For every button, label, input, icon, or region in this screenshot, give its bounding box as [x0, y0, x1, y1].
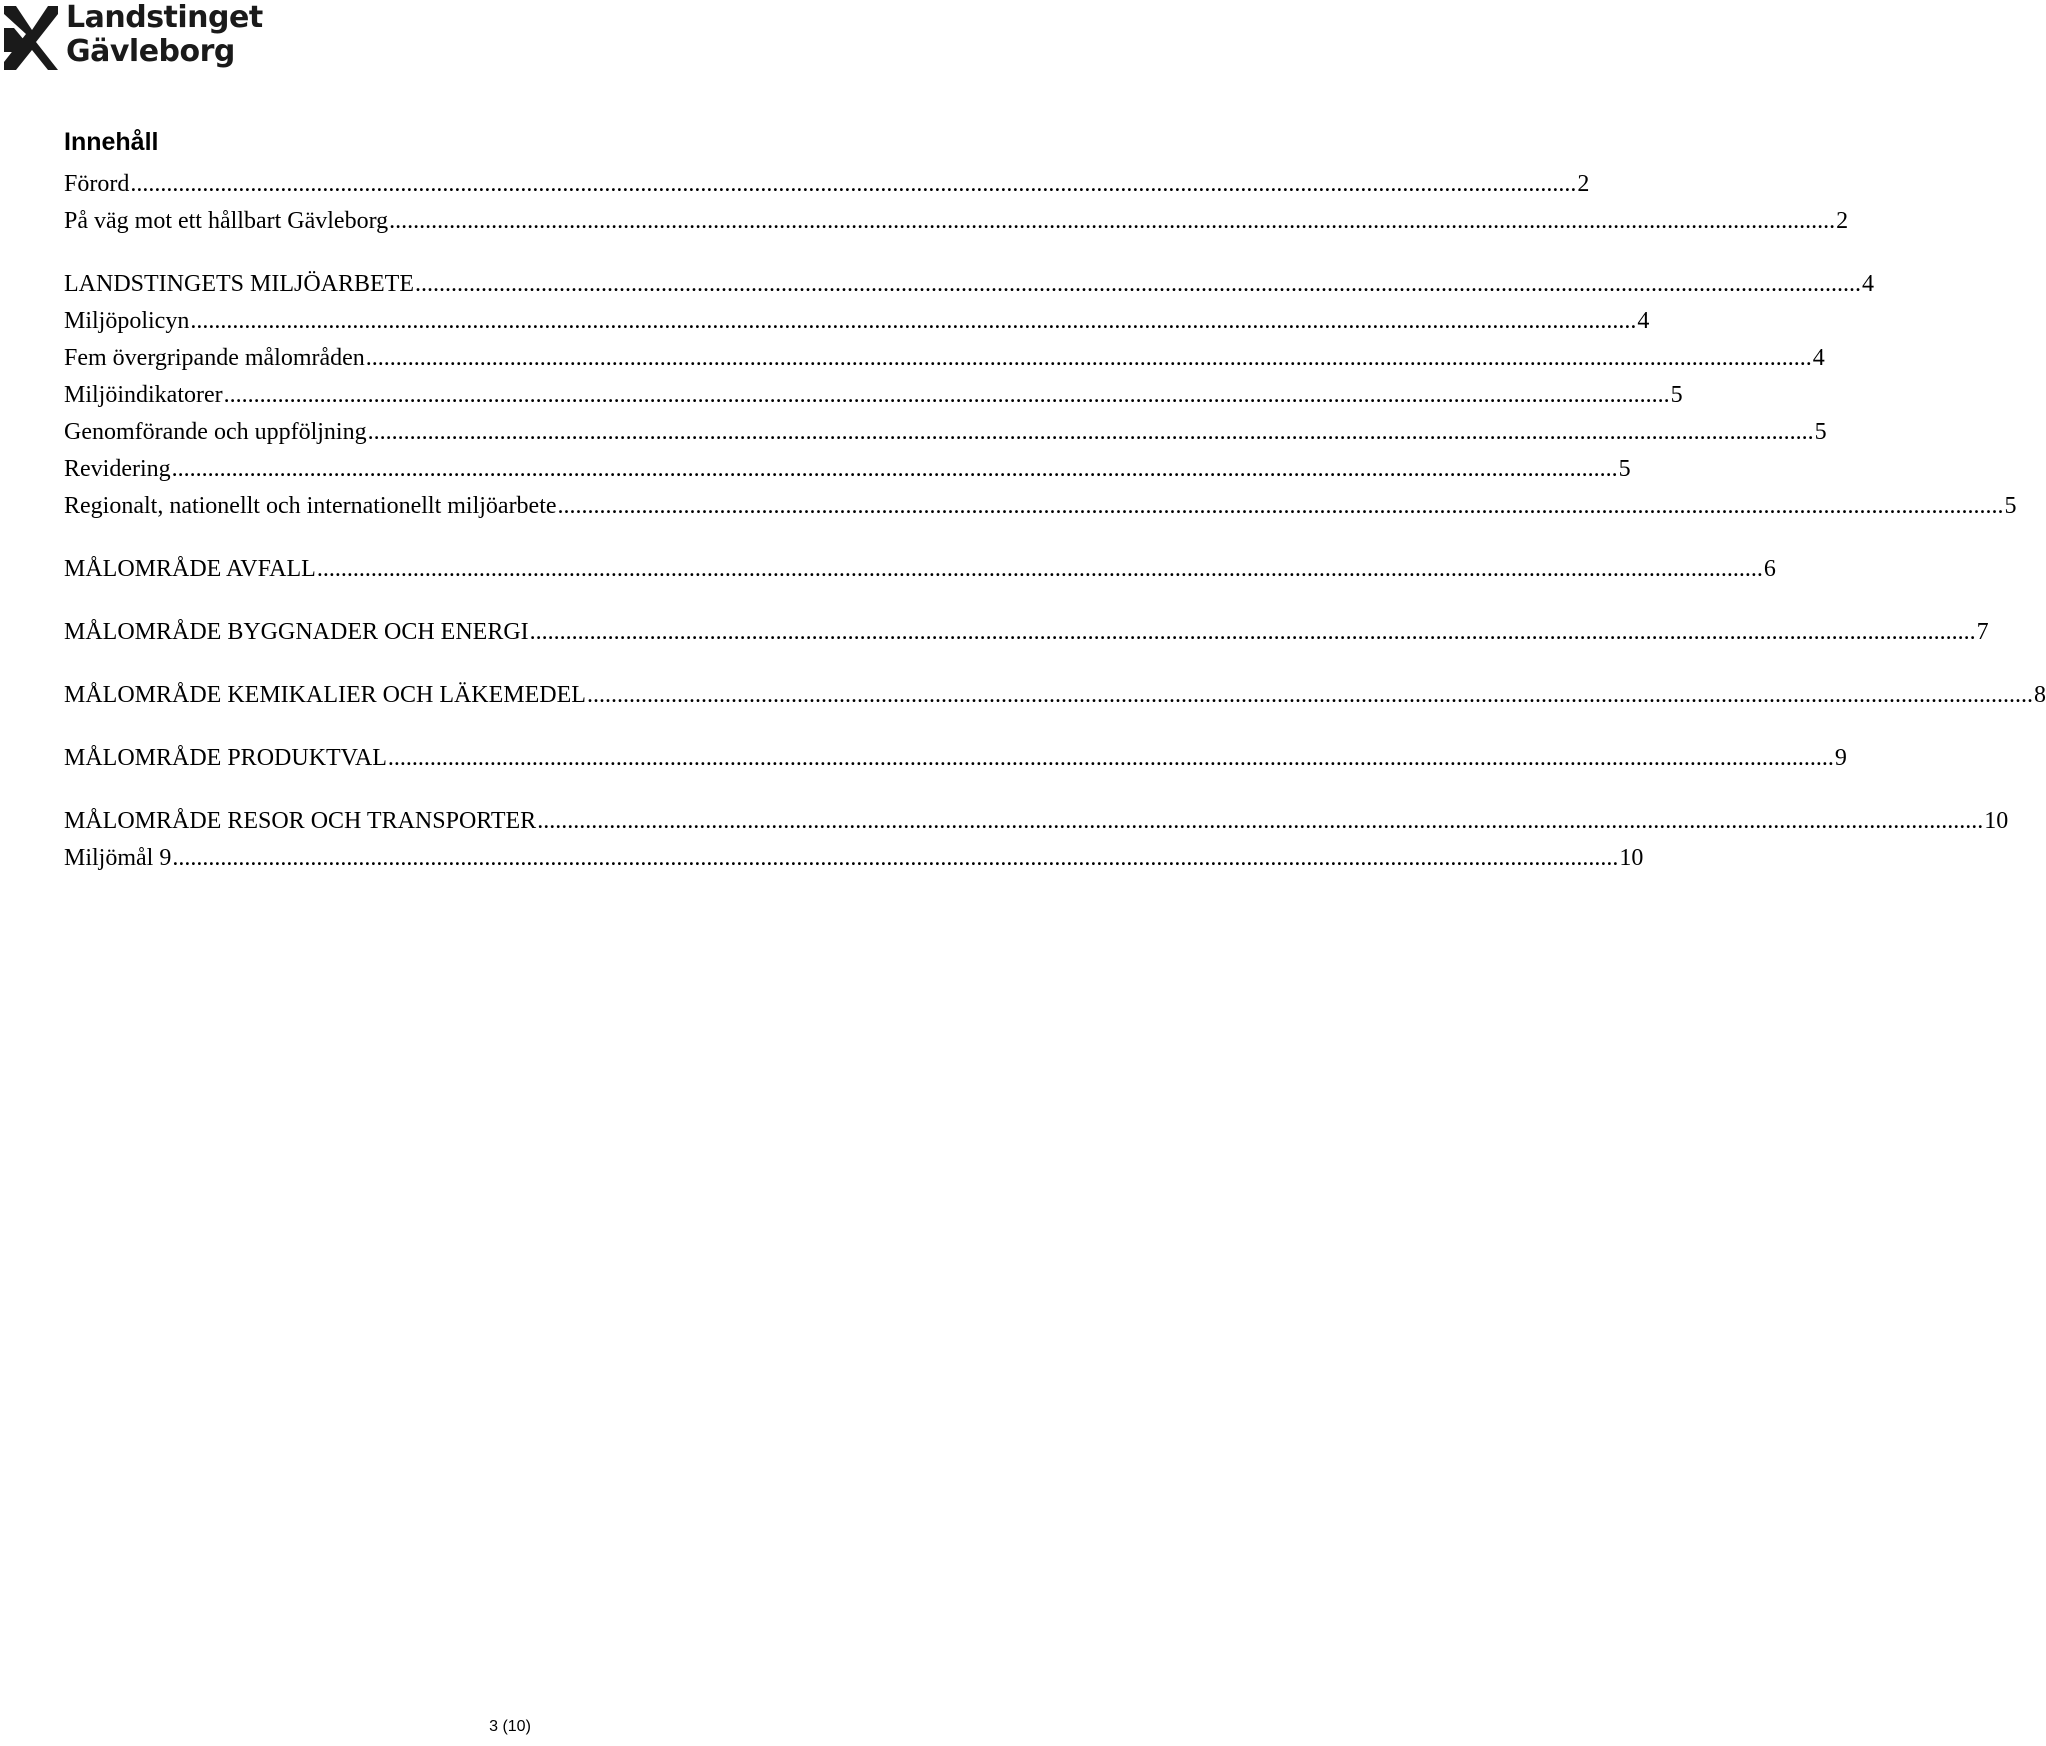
toc-entry[interactable] [64, 203, 1849, 240]
toc-leader-dots [587, 677, 2033, 714]
toc-entry-page: 2 [1577, 171, 1590, 197]
toc-entry-page: 6 [1763, 556, 1776, 582]
toc-entry-title: LANDSTINGETS MILJÖARBETE [64, 271, 414, 297]
toc-entry[interactable] [64, 677, 2046, 714]
toc-entry-page: 5 [1814, 419, 1827, 445]
toc-entry-title: MÅLOMRÅDE AVFALL [64, 556, 316, 582]
toc-entry-page: 9 [1834, 745, 1847, 771]
toc-entry[interactable] [64, 414, 1827, 451]
toc-entry-title: Fem övergripande målområden [64, 345, 365, 371]
toc-entry-title: På väg mot ett hållbart Gävleborg [64, 208, 389, 234]
toc-leader-dots [224, 377, 1670, 414]
toc-entry-title: Genomförande och uppföljning [64, 419, 367, 445]
toc-entry-page: 8 [2033, 682, 2046, 708]
toc-entry[interactable] [64, 166, 1590, 203]
toc-entry[interactable] [64, 488, 2017, 525]
toc-leader-dots [388, 740, 1834, 777]
toc-entry[interactable] [64, 840, 1644, 877]
toc-entry[interactable] [64, 551, 1776, 588]
toc-entry[interactable] [64, 377, 1683, 414]
toc-entry-title: MÅLOMRÅDE BYGGNADER OCH ENERGI [64, 619, 529, 645]
toc-entry-page: 2 [1836, 208, 1849, 234]
toc-entry-title: MÅLOMRÅDE RESOR OCH TRANSPORTER [64, 808, 537, 834]
toc-entry[interactable] [64, 340, 1825, 377]
logo-text-line1: Landstinget [66, 0, 263, 35]
toc-entry-page: 10 [1619, 845, 1644, 871]
toc-entry[interactable] [64, 451, 1631, 488]
toc-entry-page: 5 [1670, 382, 1683, 408]
toc-entry-title: MÅLOMRÅDE PRODUKTVAL [64, 745, 387, 771]
toc-entry-title: Miljömål 9 [64, 845, 172, 871]
toc-entry-title: Miljöpolicyn [64, 308, 190, 334]
toc-leader-dots [366, 340, 1812, 377]
logo-mark-icon [2, 4, 60, 74]
toc-entry-title: Miljöindikatorer [64, 382, 223, 408]
toc-entry[interactable] [64, 303, 1650, 340]
toc-entry-page: 7 [1976, 619, 1989, 645]
toc-entry-page: 10 [1984, 808, 2009, 834]
toc-entry-title: MÅLOMRÅDE KEMIKALIER OCH LÄKEMEDEL [64, 682, 586, 708]
table-of-contents [64, 166, 2046, 877]
toc-entry-page: 5 [2004, 493, 2017, 519]
landstinget-gavleborg-logo [0, 0, 263, 80]
toc-leader-dots [558, 488, 2004, 525]
toc-entry-page: 4 [1861, 271, 1874, 297]
toc-heading: Innehåll [64, 128, 159, 156]
toc-leader-dots [530, 614, 1976, 651]
page-number: 3 (10) [489, 1718, 531, 1735]
toc-entry-page: 4 [1812, 345, 1825, 371]
toc-leader-dots [368, 414, 1814, 451]
toc-entry-page: 5 [1618, 456, 1631, 482]
toc-entry-page: 4 [1637, 308, 1650, 334]
toc-leader-dots [537, 803, 1983, 840]
toc-entry-title: Regionalt, nationellt och internationellt miljöarbete [64, 493, 557, 519]
toc-entry[interactable] [64, 614, 1989, 651]
toc-leader-dots [415, 266, 1861, 303]
toc-leader-dots [172, 451, 1618, 488]
toc-entry[interactable] [64, 803, 2009, 840]
toc-leader-dots [389, 203, 1835, 240]
toc-leader-dots [190, 303, 1636, 340]
logo-text-line2: Gävleborg [66, 34, 235, 69]
toc-entry-title: Revidering [64, 456, 171, 482]
toc-leader-dots [172, 840, 1618, 877]
toc-entry[interactable] [64, 740, 1847, 777]
toc-entry[interactable] [64, 266, 1874, 303]
toc-leader-dots [130, 166, 1576, 203]
toc-entry-title: Förord [64, 171, 130, 197]
toc-leader-dots [317, 551, 1763, 588]
